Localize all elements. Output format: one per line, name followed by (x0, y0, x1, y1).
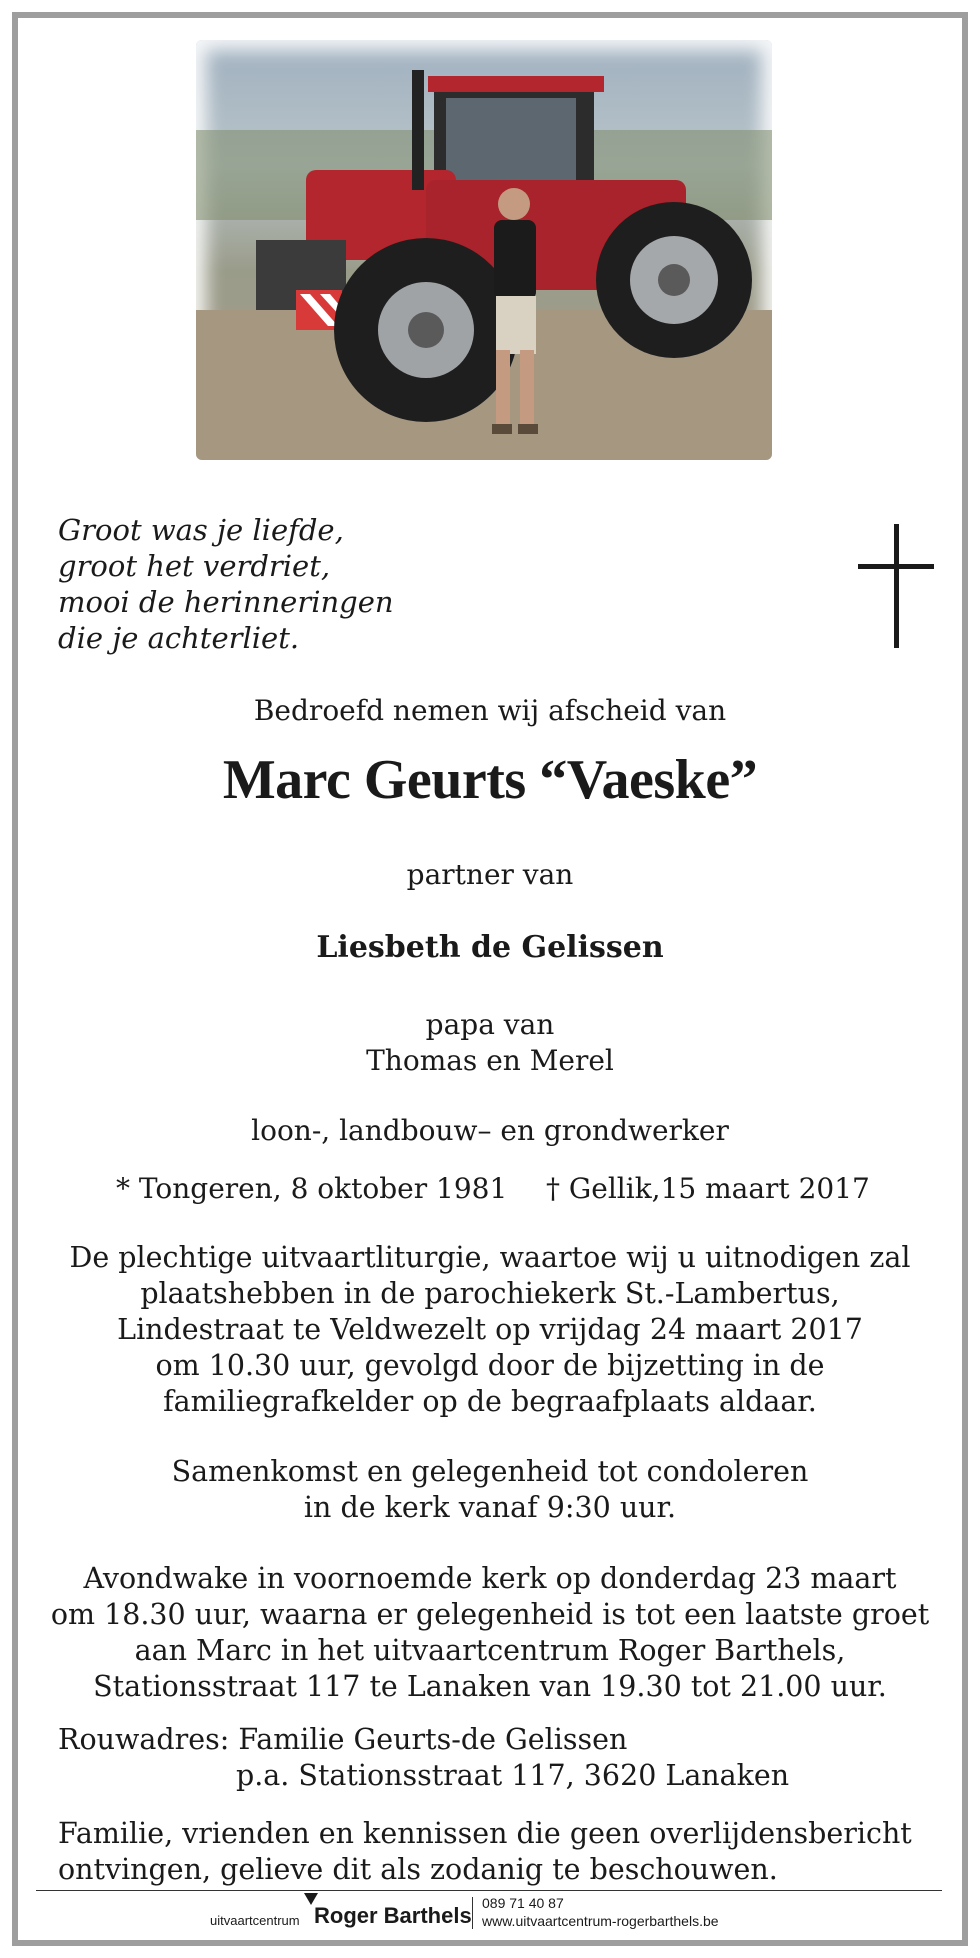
text-line: De plechtige uitvaartliturgie, waartoe wij u uitnodigen zal (69, 1241, 911, 1274)
poem-line: groot het verdriet, (58, 549, 331, 583)
birth-info: * Tongeren, 8 oktober 1981 (116, 1172, 508, 1205)
mourning-address: Rouwadres: Familie Geurts-de Gelissen (58, 1723, 628, 1756)
partner-name: Liesbeth de Gelissen (316, 930, 664, 965)
poem-line: mooi de herinneringen (58, 585, 394, 619)
text-line: ontvingen, gelieve dit als zodanig te beschouwen. (58, 1853, 778, 1886)
vigil-paragraph (40, 1561, 940, 1705)
memorial-photo (196, 40, 772, 460)
funeral-home-phone: 089 71 40 87 (482, 1895, 564, 1911)
funeral-home-name: Roger Barthels (314, 1903, 472, 1928)
text-line: in de kerk vanaf 9:30 uur. (303, 1491, 677, 1524)
text-line: plaatshebben in de parochiekerk St.-Lambertus, (140, 1277, 840, 1310)
funeral-home-website: www.uitvaartcentrum-rogerbarthels.be (482, 1913, 719, 1929)
gathering-paragraph (40, 1454, 940, 1526)
text-line: Samenkomst en gelegenheid tot condoleren (171, 1455, 809, 1488)
partner-label: partner van (406, 858, 574, 891)
text-line: om 18.30 uur, waarna er gelegenheid is tot een laatste groet (50, 1598, 930, 1631)
papa-label: papa van (425, 1008, 555, 1041)
latin-cross-icon (858, 524, 934, 648)
intro-text: Bedroefd nemen wij afscheid van (253, 694, 727, 727)
text-line: aan Marc in het uitvaartcentrum Roger Barthels, (134, 1634, 846, 1667)
text-line: Lindestraat te Veldwezelt op vrijdag 24 maart 2017 (117, 1313, 863, 1346)
mourning-address-line2: p.a. Stationsstraat 117, 3620 Lanaken (236, 1759, 790, 1792)
footer-divider (36, 1890, 942, 1891)
tractor-illustration (196, 40, 772, 460)
funeral-home-prefix: uitvaartcentrum (210, 1913, 300, 1928)
poem-line: die je achterliet. (58, 621, 300, 655)
death-info: † Gellik,15 maart 2017 (546, 1172, 870, 1205)
text-line: Stationsstraat 117 te Lanaken van 19.30 tot 21.00 uur. (93, 1670, 887, 1703)
memorial-poem (58, 512, 394, 656)
text-line: om 10.30 uur, gevolgd door de bijzetting in de (155, 1349, 825, 1382)
poem-line: Groot was je liefde, (58, 513, 344, 547)
text-line: Familie, vrienden en kennissen die geen overlijdensbericht (58, 1817, 912, 1850)
closing-paragraph (58, 1816, 912, 1888)
deceased-name: Marc Geurts “Vaeske” (222, 749, 758, 811)
liturgy-paragraph (40, 1240, 940, 1420)
funeral-home-footer (210, 1893, 770, 1933)
text-line: Avondwake in voornoemde kerk op donderdag 23 maart (83, 1562, 897, 1595)
children-names: Thomas en Merel (366, 1044, 614, 1077)
text-line: familiegrafkelder op de begraafplaats aldaar. (163, 1385, 817, 1418)
occupation: loon-, landbouw– en grondwerker (251, 1114, 729, 1147)
footer-separator (472, 1897, 473, 1929)
